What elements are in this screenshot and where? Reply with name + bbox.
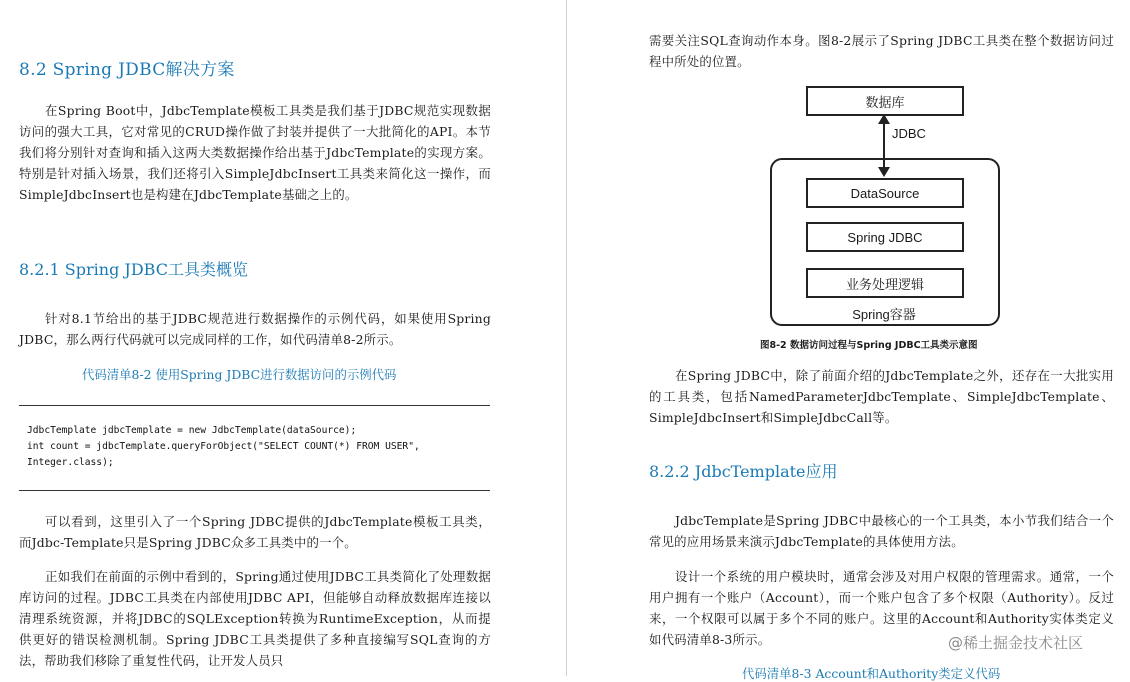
- subsection-title-821: 8.2.1 Spring JDBC工具类概览: [19, 260, 248, 279]
- continued-paragraph: 需要关注SQL查询动作本身。图8-2展示了Spring JDBC工具类在整个数据访问过程中所处的位置。: [649, 33, 1114, 69]
- explanation-paragraph: 可以看到，这里引入了一个Spring JDBC提供的JdbcTemplate模板工具类，而Jdbc-Template只是Spring JDBC众多工具类中的一个。: [19, 514, 491, 550]
- database-box: 数据库: [806, 86, 964, 116]
- spring-container-label: Spring容器: [852, 307, 916, 322]
- code-line: Integer.class);: [27, 457, 114, 468]
- overview-paragraph: 针对8.1节给出的基于JDBC规范进行数据操作的示例代码，如果使用Spring JDBC，那么两行代码就可以完成同样的工作，如代码清单8-2所示。: [19, 311, 491, 347]
- figure-caption: 图8-2 数据访问过程与Spring JDBC工具类示意图: [760, 340, 978, 351]
- tools-paragraph: 在Spring JDBC中，除了前面介绍的JdbcTemplate之外，还存在一大批实用的工具类，包括NamedParameterJdbcTemplate、SimpleJdbcTemplate、SimpleJdbcInsert和SimpleJdbcCall等。: [649, 368, 1114, 425]
- user-module-paragraph: 设计一个系统的用户模块时，通常会涉及对用户权限的管理需求。通常，一个用户拥有一个账户（Account），而一个账户包含了多个权限（Authority）。反过来，一个权限可以属于多个不同的账户。这里的Account和Authority实体类定义如代码清单8-3所示。: [649, 569, 1114, 647]
- subsection-title-822: 8.2.2 JdbcTemplate应用: [649, 462, 838, 481]
- code-top-rule: [19, 405, 490, 406]
- jdbctemplate-paragraph: JdbcTemplate是Spring JDBC中最核心的一个工具类，本小节我们结合一个常见的应用场景来演示JdbcTemplate的具体使用方法。: [649, 513, 1114, 549]
- code-line: int count = jdbcTemplate.queryForObject("SELECT COUNT(*) FROM USER",: [27, 441, 420, 452]
- watermark-text: @稀土掘金技术社区: [948, 634, 1084, 652]
- left-page: [0, 0, 565, 676]
- architecture-diagram: [768, 80, 1004, 330]
- page-divider: [566, 0, 567, 676]
- section-title: 8.2 Spring JDBC解决方案: [19, 60, 235, 80]
- business-logic-box: 业务处理逻辑: [806, 268, 964, 298]
- spring-jdbc-box: Spring JDBC: [806, 222, 964, 252]
- listing-caption-8-3: 代码清单8-3 Account和Authority类定义代码: [742, 666, 1001, 681]
- datasource-box: DataSource: [806, 178, 964, 208]
- listing-caption-8-2: 代码清单8-2 使用Spring JDBC进行数据访问的示例代码: [82, 367, 397, 382]
- watermark: [948, 632, 1083, 653]
- code-line: JdbcTemplate jdbcTemplate = new JdbcTemplate(dataSource);: [27, 425, 357, 436]
- jdbc-label: JDBC: [892, 126, 926, 141]
- code-bottom-rule: [19, 490, 490, 491]
- intro-paragraph: 在Spring Boot中，JdbcTemplate模板工具类是我们基于JDBC规范实现数据访问的强大工具，它对常见的CRUD操作做了封装并提供了一大批简化的API。本节我们将分别针对查询和插入这两大类数据操作给出基于JdbcTemplate的实现方案。特别是针对插入场景，我们还将引入SimpleJdbcInsert工具类来简化这一操作，而SimpleJdbcInsert也是构建在JdbcTemplate基础之上的。: [19, 103, 491, 202]
- detail-paragraph: 正如我们在前面的示例中看到的，Spring通过使用JDBC工具类简化了处理数据库访问的过程。JDBC工具类在内部使用JDBC API，但能够自动释放数据库连接以清理系统资源，并将JDBC的SQLException转换为RuntimeException，从而提供更好的错误检测机制。Spring JDBC工具类提供了多种直接编写SQL查询的方法，帮助我们移除了重复性代码，让开发人员只: [19, 569, 491, 668]
